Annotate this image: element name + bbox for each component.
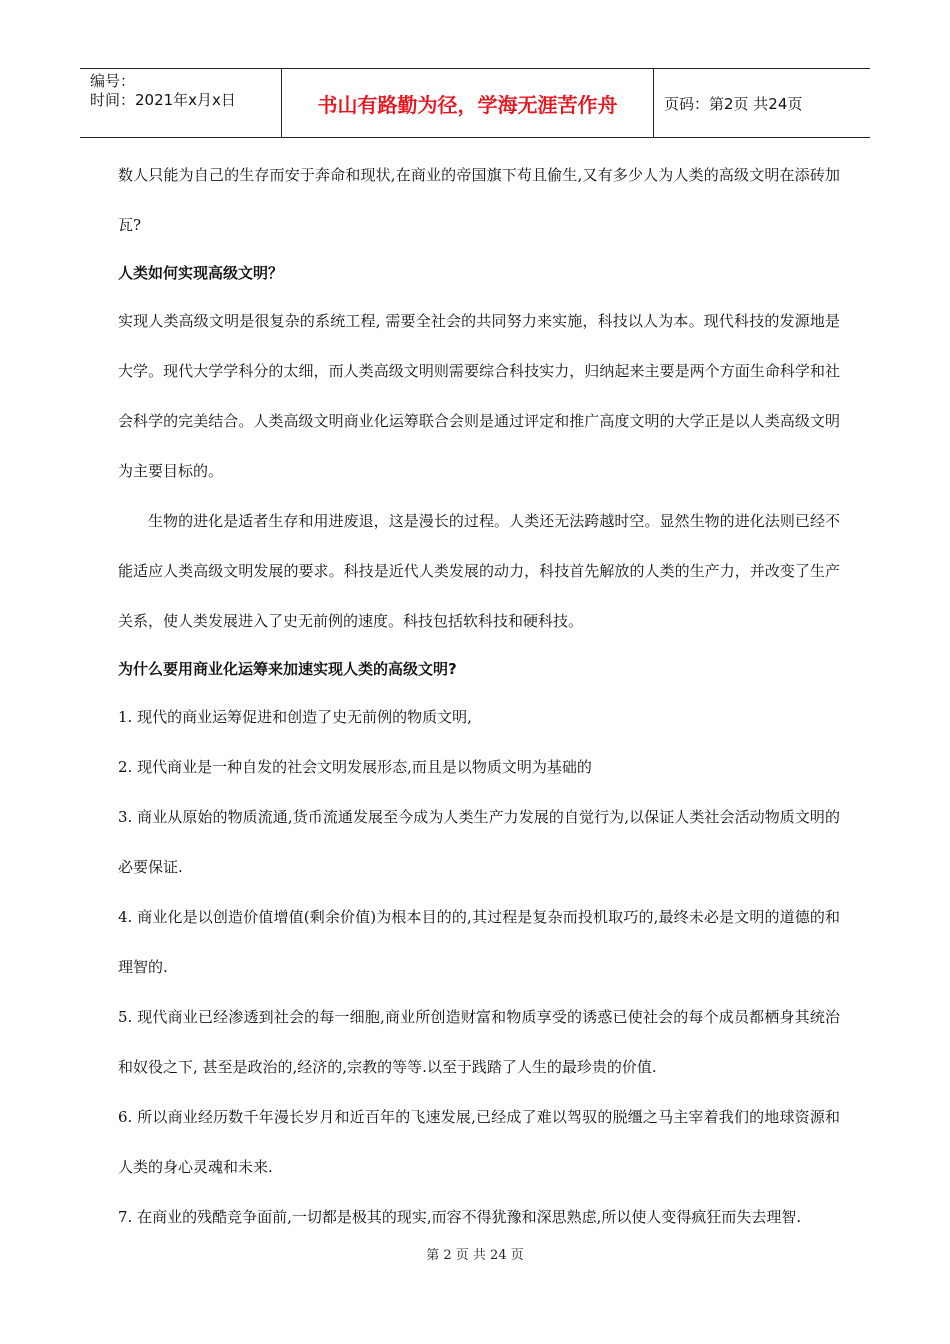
paragraph: 数人只能为自己的生存而安于奔命和现状,在商业的帝国旗下苟且偷生,又有多少人为人类的高级文明在添砖加瓦? [118, 166, 840, 234]
document-date-label: 时间：2021年x月x日 [90, 91, 236, 109]
header-meta-cell [80, 69, 282, 137]
list-item: 3. 商业从原始的物质流通,货币流通发展至今成为人类生产力发展的自觉行为,以保证人类社会活动物质文明的必要保证. [118, 808, 840, 876]
page-footer: 第 2 页 共 24 页 [426, 1248, 524, 1263]
list-item: 6. 所以商业经历数千年漫长岁月和近百年的飞速发展,已经成了难以驾驭的脱缰之马主宰着我们的地球资源和人类的身心灵魂和未来. [118, 1108, 840, 1176]
header-motto: 书山有路勤为径，学海无涯苦作舟 [282, 69, 654, 137]
list-item: 5. 现代商业已经渗透到社会的每一细胞,商业所创造财富和物质享受的诱惑已使社会的每个成员都栖身其统治和奴役之下, 甚至是政治的,经济的,宗教的等等.以至于践踏了人生的最珍贵的价值. [118, 1008, 840, 1076]
section-heading: 为什么要用商业化运筹来加速实现人类的高级文明? [118, 660, 457, 678]
document-body [118, 150, 840, 1242]
paragraph: 实现人类高级文明是很复杂的系统工程, 需要全社会的共同努力来实施，科技以人为本。现代科技的发源地是大学。现代大学学科分的太细，而人类高级文明则需要综合科技实力，归纳起来主要是两个方面生命科学和社会科学的完美结合。人类高级文明商业化运筹联合会则是通过评定和推广高度文明的大学正是以人类高级文明为主要目标的。 [118, 312, 840, 480]
paragraph: 生物的进化是适者生存和用进废退，这是漫长的过程。人类还无法跨越时空。显然生物的进化法则已经不能适应人类高级文明发展的要求。科技是近代人类发展的动力，科技首先解放的人类的生产力，并改变了生产关系，使人类发展进入了史无前例的速度。科技包括软科技和硬科技。 [118, 512, 840, 630]
list-item: 4. 商业化是以创造价值增值(剩余价值)为根本目的的,其过程是复杂而投机取巧的,最终未必是文明的道德的和理智的. [118, 908, 840, 976]
list-item: 7. 在商业的残酷竞争面前,一切都是极其的现实,而容不得犹豫和深思熟虑,所以使人变得疯狂而失去理智. [118, 1208, 802, 1226]
section-heading: 人类如何实现高级文明？ [118, 264, 284, 282]
header-page-info: 页码：第2页 共24页 [664, 94, 803, 113]
document-header [80, 68, 870, 138]
list-item: 2. 现代商业是一种自发的社会文明发展形态,而且是以物质文明为基础的 [118, 758, 592, 776]
list-item: 1. 现代的商业运筹促进和创造了史无前例的物质文明, [118, 708, 472, 726]
document-number-label: 编号： [90, 72, 136, 90]
